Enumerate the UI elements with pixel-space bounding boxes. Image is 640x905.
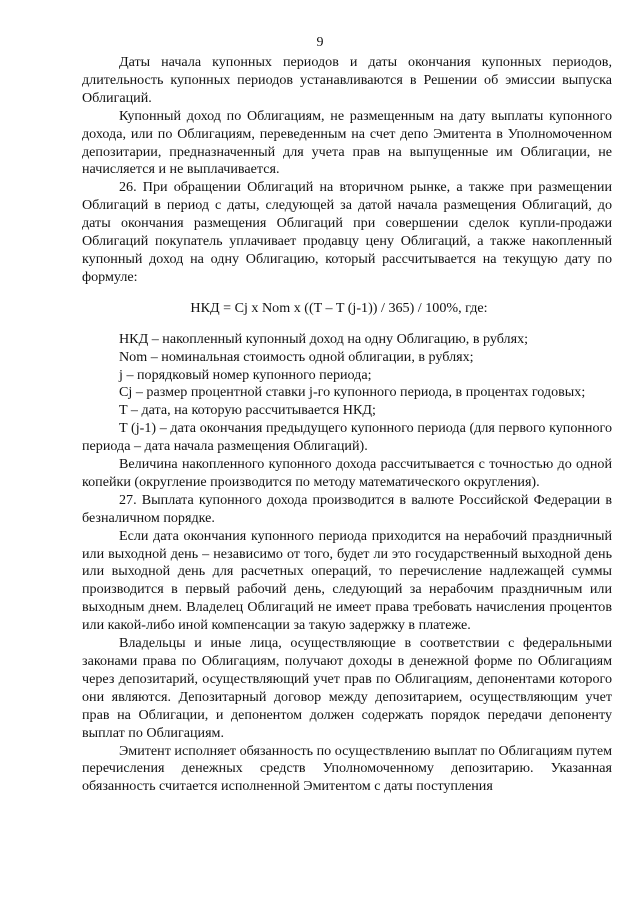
paragraph-rounding: Величина накопленного купонного дохода рассчитывается с точностью до одной копейки (округление производится по методу математического округления). (82, 456, 612, 490)
paragraph-coupon-not-accrued: Купонный доход по Облигациям, не размещенным на дату выплаты купонного дохода, или по Облигациям, переведенным на счет депо Эмитента в Уполномоченном депозитарии, предназначенный для учета прав на выпущенные им Облигации, не начисляется и не выплачивается. (82, 107, 612, 178)
accrued-interest-formula: НКД = Cj x Nom x ((T – T (j-1)) / 365) / 100%, где: (190, 299, 488, 316)
definition-t-prev: T (j-1) – дата окончания предыдущего купонного периода (для первого купонного периода – дата начала размещения Облигаций). (82, 420, 612, 455)
definition-nom: Nom – номинальная стоимость одной облигации, в рублях; (119, 348, 474, 365)
definition-cj: Cj – размер процентной ставки j-го купонного периода, в процентах годовых; (119, 384, 586, 401)
definition-j: j – порядковый номер купонного периода; (119, 366, 372, 383)
definition-nkd: НКД – накопленный купонный доход на одну Облигацию, в рублях; (119, 330, 529, 347)
definition-t: T – дата, на которую рассчитывается НКД; (119, 402, 376, 419)
document-body (82, 54, 612, 796)
paragraph-clause-27: 27. Выплата купонного дохода производится в валюте Российской Федерации в безналичном порядке. (82, 491, 612, 526)
page-number: 9 (316, 35, 324, 50)
paragraph-issuer-obligation: Эмитент исполняет обязанность по осуществлению выплат по Облигациям путем перечисления денежных средств Уполномоченному депозитарию. Указанная обязанность считается исполненной Эмитентом с даты поступления (82, 742, 612, 795)
paragraph-holders-income: Владельцы и иные лица, осуществляющие в соответствии с федеральными законами права по Облигациям, получают доходы в денежной форме по Облигациям через депозитарий, осуществляющий учет прав по Облигациям, депонентами которого они являются. Депозитарный договор между депозитарием, осуществляющим учет прав на Облигации, и депонентом должен содержать порядок передачи депоненту выплат по Облигациям. (82, 635, 612, 741)
paragraph-holiday-rule: Если дата окончания купонного периода приходится на нерабочий праздничный или выходной день – независимо от того, будет ли это государственный выходной день или выходной день для расчетных операций, то перечисление надлежащей суммы производится в первый рабочий день, следующий за нерабочим праздничным или выходным днем. Владелец Облигаций не имеет права требовать начисления процентов или какой-либо иной компенсации за такую задержку в платеже. (82, 527, 612, 634)
paragraph-coupon-periods: Даты начала купонных периодов и даты окончания купонных периодов, длительность купонных периодов устанавливаются в Решении об эмиссии выпуска Облигаций. (82, 54, 612, 106)
paragraph-clause-26: 26. При обращении Облигаций на вторичном рынке, а также при размещении Облигаций в период с даты, следующей за датой начала размещения Облигаций, до даты окончания размещения Облигаций при совершении сделок купли-продажи Облигаций покупатель уплачивает продавцу цену Облигаций, а также накопленный купонный доход на одну Облигацию, который рассчитывается на текущую дату по формуле: (82, 179, 612, 285)
